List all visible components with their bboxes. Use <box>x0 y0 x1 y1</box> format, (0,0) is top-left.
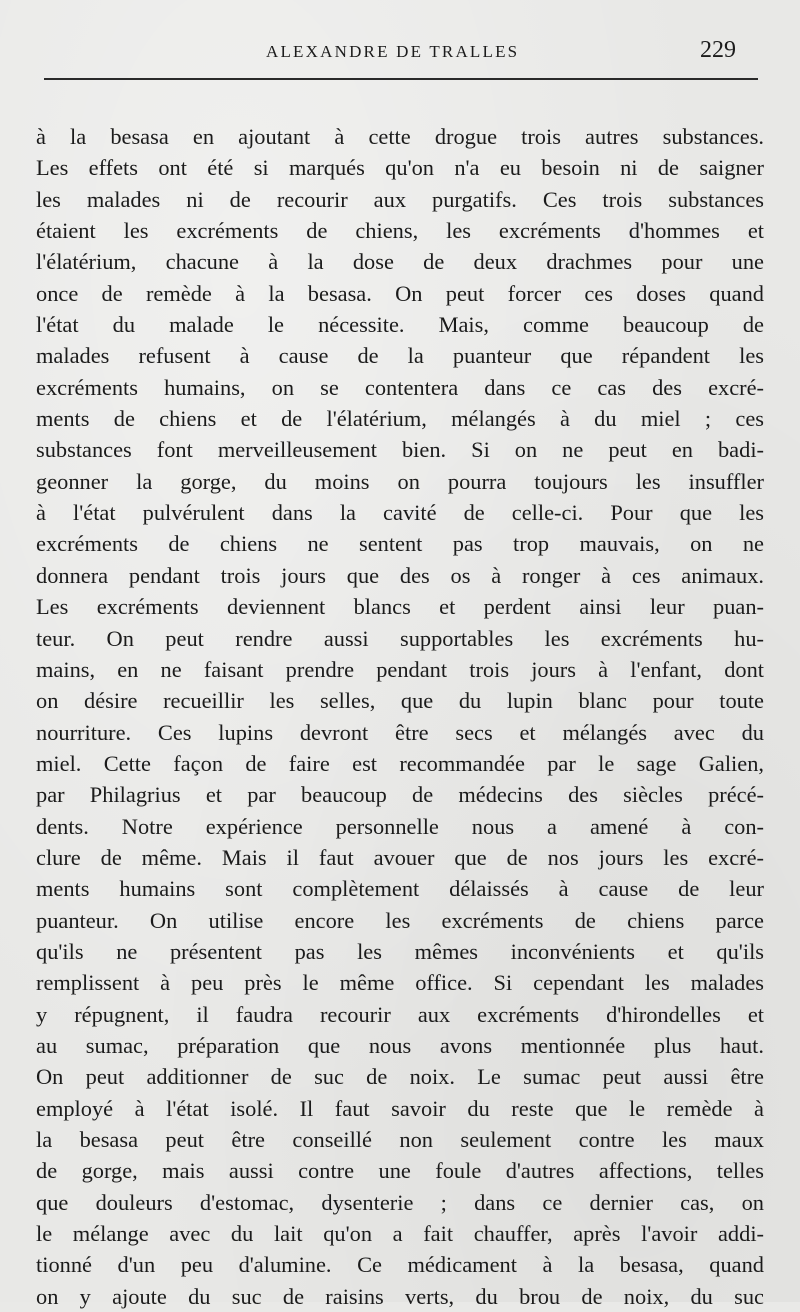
text-line: employé à l'état isolé. Il faut savoir du reste que le remède à <box>36 1095 764 1121</box>
text-line: étaient les excréments de chiens, les excréments d'hommes et <box>36 218 764 244</box>
text-line: y répugnent, il faudra recourir aux excréments d'hirondelles et <box>36 1001 764 1027</box>
text-line: On peut additionner de suc de noix. Le sumac peut aussi être <box>36 1064 764 1090</box>
header-rule <box>44 78 758 80</box>
text-line: substances font merveilleusement bien. Si on ne peut en badi- <box>36 437 764 463</box>
text-line: donnera pendant trois jours que des os à ronger à ces animaux. <box>36 562 764 588</box>
text-line: les malades ni de recourir aux purgatifs. Ces trois substances <box>36 186 764 212</box>
text-line: ments de chiens et de l'élatérium, mélangés à du miel ; ces <box>36 406 764 432</box>
text-line: malades refusent à cause de la puanteur que répandent les <box>36 343 764 369</box>
text-line: par Philagrius et par beaucoup de médecins des siècles précé- <box>36 782 764 808</box>
text-line: que douleurs d'estomac, dysenterie ; dans ce dernier cas, on <box>36 1189 764 1215</box>
text-line: mains, en ne faisant prendre pendant trois jours à l'enfant, dont <box>36 656 764 682</box>
text-line: geonner la gorge, du moins on pourra toujours les insuffler <box>36 468 764 494</box>
body-text <box>36 121 764 1312</box>
text-line: remplissent à peu près le même office. Si cependant les malades <box>36 970 764 996</box>
text-line: clure de même. Mais il faut avouer que de nos jours les excré- <box>36 844 764 870</box>
running-title: ALEXANDRE DE TRALLES <box>266 42 520 61</box>
text-line: on désire recueillir les selles, que du lupin blanc pour toute <box>36 688 764 714</box>
text-line: de gorge, mais aussi contre une foule d'autres affections, telles <box>36 1158 764 1184</box>
text-line: excréments de chiens ne sentent pas trop mauvais, on ne <box>36 531 764 557</box>
text-line: qu'ils ne présentent pas les mêmes inconvénients et qu'ils <box>36 938 764 964</box>
text-line: à la besasa en ajoutant à cette drogue trois autres substances. <box>36 124 764 149</box>
text-line: Les effets ont été si marqués qu'on n'a eu besoin ni de saigner <box>36 155 764 181</box>
text-line: tionné d'un peu d'alumine. Ce médicament à la besasa, quand <box>36 1252 764 1278</box>
text-line: la besasa peut être conseillé non seulement contre les maux <box>36 1127 764 1152</box>
text-line: on y ajoute du suc de raisins verts, du brou de noix, du suc <box>36 1283 764 1309</box>
text-line: le mélange avec du lait qu'on a fait chauffer, après l'avoir addi- <box>36 1221 764 1247</box>
text-line: dents. Notre expérience personnelle nous a amené à con- <box>36 813 764 839</box>
text-line: au sumac, préparation que nous avons mentionnée plus haut. <box>36 1032 764 1058</box>
page-header <box>44 38 744 68</box>
text-line: excréments humains, on se contentera dans ce cas des excré- <box>36 374 764 400</box>
text-line: nourriture. Ces lupins devront être secs et mélangés avec du <box>36 719 764 745</box>
text-line: l'état du malade le nécessite. Mais, comme beaucoup de <box>36 312 764 338</box>
text-line: à l'état pulvérulent dans la cavité de celle-ci. Pour que les <box>36 500 764 526</box>
text-line: ments humains sont complètement délaissés à cause de leur <box>36 876 764 902</box>
text-line: once de remède à la besasa. On peut forcer ces doses quand <box>36 280 764 306</box>
page-number: 229 <box>700 37 736 63</box>
text-line: l'élatérium, chacune à la dose de deux drachmes pour une <box>36 249 764 275</box>
text-line: teur. On peut rendre aussi supportables les excréments hu- <box>36 625 764 651</box>
text-line: puanteur. On utilise encore les excréments de chiens parce <box>36 907 764 933</box>
text-line: miel. Cette façon de faire est recommandée par le sage Galien, <box>36 750 764 776</box>
text-line: Les excréments deviennent blancs et perdent ainsi leur puan- <box>36 594 764 620</box>
